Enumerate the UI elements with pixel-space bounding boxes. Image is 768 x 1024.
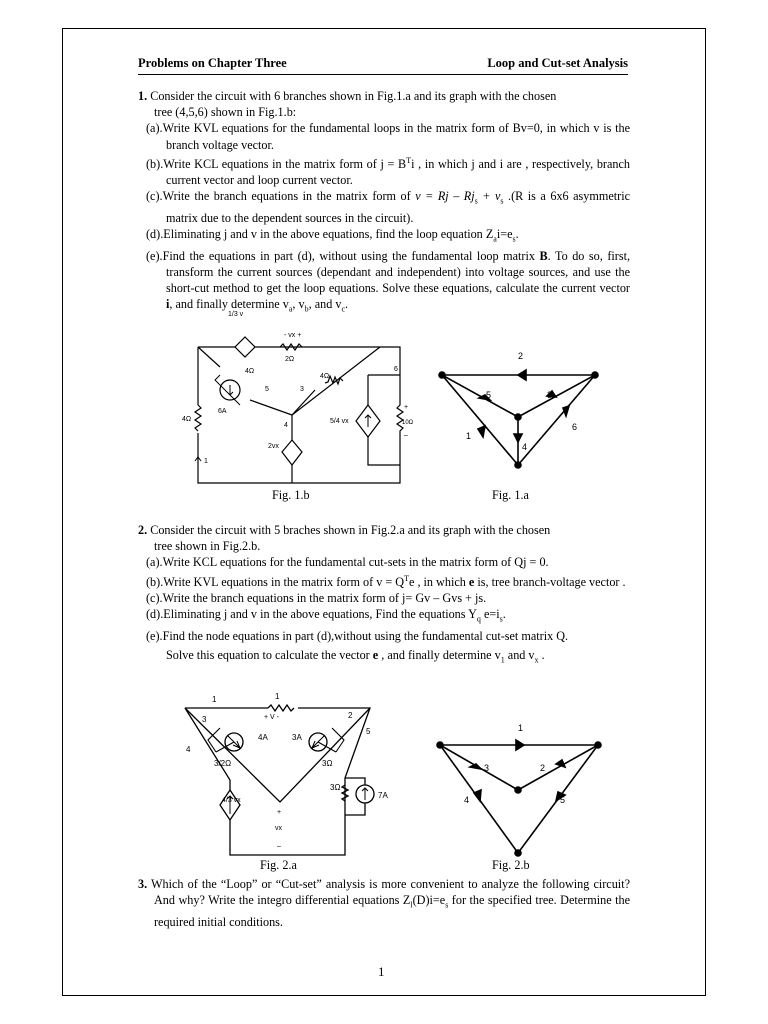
- problem-1-intro-a: Consider the circuit with 6 branches shown in Fig.1.a and its graph with the chosen: [150, 89, 557, 103]
- dep-source-2vx: 2vx: [268, 443, 279, 450]
- fig-1b-caption: Fig. 1.b: [272, 488, 310, 502]
- svg-text:6: 6: [394, 366, 398, 373]
- resistor-10ohm-right: 10Ω: [402, 420, 414, 426]
- svg-text:5: 5: [265, 386, 269, 393]
- graph2-label-3: 3: [484, 763, 490, 773]
- graph1-label-6: 6: [572, 422, 578, 432]
- fig-1a-graph: [430, 345, 610, 475]
- vx-label: - vx +: [284, 332, 302, 339]
- fig2-branch-1: 1: [212, 695, 217, 704]
- header-right: Loop and Cut-set Analysis: [487, 56, 628, 70]
- graph2-label-5: 5: [560, 795, 566, 805]
- fig2-3a-label: 3A: [292, 733, 302, 742]
- graph2-label-1: 1: [518, 723, 524, 733]
- problem-1-part-e: (e).Find the equations in part (d), without using the fundamental loop matrix B. To do so, first, transform the current sources (dependant and independent) into voltage sources, and use the short-cut method to get the loop equations. Solve these equations, calculate the current vector i, and finally determine $v_a$, $v_b$, and $v_c$.: [146, 248, 630, 314]
- problem-2-part-c: (c).Write the branch equations in the matrix form of j= Gv – Gvs + js.: [146, 590, 487, 605]
- problem-1-part-a: (a).Write KVL equations for the fundamental loops in the matrix form of Bv=0, in which v is the branch voltage vector.: [146, 121, 630, 152]
- header-left: Problems on Chapter Three: [138, 56, 287, 70]
- fig2-vx-label: vx: [275, 825, 282, 832]
- problem-1-part-d: (d).Eliminating j and v in the above equations, find the loop equation $Z_ai=e_s$.: [146, 227, 519, 244]
- problem-2-part-a: (a).Write KCL equations for the fundamental cut-sets in the matrix form of Qj = 0.: [146, 555, 549, 570]
- problem-2-part-e-cont: Solve this equation to calculate the vector e , and finally determine $v_1$ and $v_x$ .: [166, 647, 545, 665]
- problem-2: [138, 522, 630, 669]
- fig2-r-3: 3Ω: [322, 759, 333, 768]
- fig2-branch-3: 3: [202, 715, 207, 724]
- source-6a-label: 6A: [218, 408, 227, 415]
- fig2-dep-source: 4/3 vx: [222, 797, 241, 804]
- problem-2-part-b: (b).Write KVL equations in the matrix form of $v = Q^Te$ , in which e is, tree branch-voltage vector .: [146, 573, 626, 589]
- graph1-label-3: 3: [547, 390, 553, 400]
- problem-2-number: 2.: [138, 523, 148, 537]
- svg-text:+: +: [404, 404, 409, 411]
- problem-2-part-d: (d).Eliminating j and v in the above equations, Find the equations $Y_q$ $e=i_s$.: [146, 607, 506, 624]
- fig-2a-circuit: [180, 690, 388, 860]
- resistor-4ohm-diag-left: 4Ω: [245, 368, 255, 375]
- page-header: [138, 56, 628, 75]
- problem-1-intro-b: tree (4,5,6) shown in Fig.1.b:: [154, 105, 297, 120]
- svg-text:–: –: [404, 432, 408, 439]
- problem-2-intro-b: tree shown in Fig.2.b.: [154, 539, 261, 554]
- fig2-branch-2: 2: [348, 711, 353, 720]
- graph1-label-4: 4: [522, 442, 528, 452]
- problem-1-part-c: (c).Write the branch equations in the matrix form of $v = Rj - Rj_s + v_s$ .(R is a 6x6 asymmetric matrix due to the dependent sources in the circuit).: [146, 189, 630, 225]
- graph1-label-5: 5: [486, 390, 492, 400]
- svg-text:1: 1: [204, 458, 208, 465]
- fig-2b-graph: [430, 725, 610, 860]
- resistor-2ohm-top: 2Ω: [285, 356, 295, 363]
- problem-1: [138, 88, 630, 318]
- svg-text:–: –: [277, 843, 281, 850]
- fig2-v-label: + V -: [264, 714, 279, 721]
- graph1-label-2: 2: [518, 351, 524, 361]
- problem-3-number: 3.: [138, 877, 148, 891]
- svg-text:3: 3: [300, 386, 304, 393]
- fig2-r-3-2: 3/2Ω: [214, 759, 232, 768]
- svg-text:+: +: [277, 809, 282, 816]
- graph2-label-4: 4: [464, 795, 470, 805]
- fig2-r-right: 3Ω: [330, 783, 341, 792]
- graph1-label-1: 1: [466, 431, 472, 441]
- problem-1-number: 1.: [138, 89, 148, 103]
- fig-2a-caption: Fig. 2.a: [260, 858, 297, 872]
- resistor-4ohm-left: 4Ω: [182, 416, 192, 423]
- page-number: 1: [378, 964, 385, 979]
- top-source-label: 1/3 v: [228, 311, 244, 318]
- fig-2b-caption: Fig. 2.b: [492, 858, 530, 872]
- problem-2-intro-a: Consider the circuit with 5 braches shown in Fig.2.a and its graph with the chosen: [150, 523, 551, 537]
- fig2-7a-label: 7A: [378, 791, 388, 800]
- dep-source-right: 5/4 vx: [330, 418, 349, 425]
- fig2-branch-4: 4: [186, 745, 191, 754]
- svg-text:4: 4: [284, 422, 288, 429]
- graph2-label-2: 2: [540, 763, 546, 773]
- resistor-4ohm-diag-right: 4Ω: [320, 373, 330, 380]
- fig2-r1-label: 1: [275, 692, 280, 701]
- fig2-branch-5: 5: [366, 727, 371, 736]
- problem-3: 3. Which of the “Loop” or “Cut-set” analysis is more convenient to analyze the following circuit? And why? Write the integro differential equations $Z_l(D)i=e_s$ for the specified tree. Determine the required initial conditions.: [138, 877, 630, 929]
- fig-1b-circuit: [180, 305, 420, 490]
- fig-1a-caption: Fig. 1.a: [492, 488, 529, 502]
- problem-1-part-b: (b).Write KCL equations in the matrix form of $j = B^Ti$ , in which j and i are , respectively, branch current vector and loop current vector.: [146, 155, 630, 188]
- problem-2-part-e: (e).Find the node equations in part (d),without using the fundamental cut-set matrix Q.: [146, 628, 569, 643]
- fig2-4a-label: 4A: [258, 733, 268, 742]
